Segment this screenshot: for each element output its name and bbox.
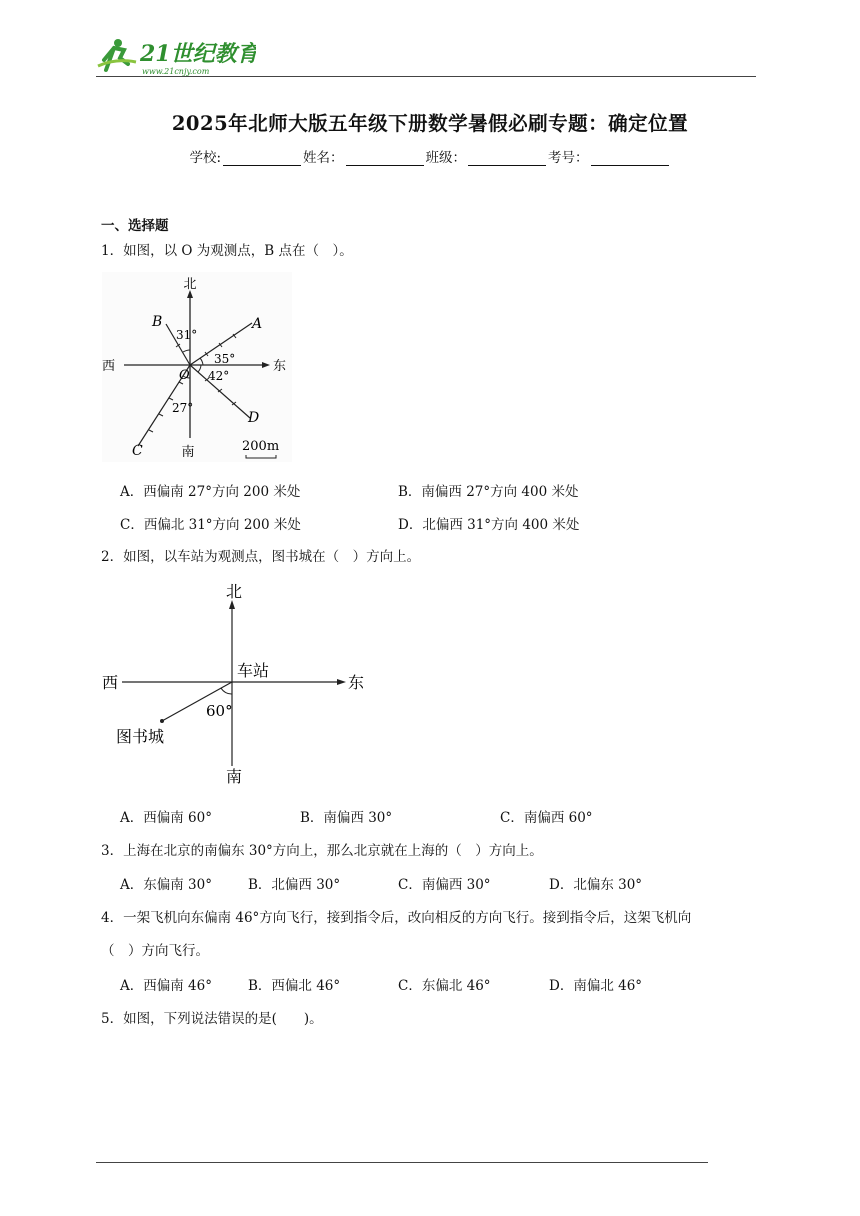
footer-divider: [96, 1162, 708, 1163]
point-c: C: [132, 443, 143, 459]
q4-option-b[interactable]: B．西偏北 46°: [248, 978, 341, 994]
point-a: A: [252, 316, 263, 332]
name-label: 姓名：: [303, 150, 344, 166]
q4-option-d[interactable]: D．南偏北 46°: [549, 978, 643, 994]
q4-option-a[interactable]: A．西偏南 46°: [120, 978, 212, 994]
angle-60: 60°: [206, 702, 233, 720]
question-5-stem: 5．如图，下列说法错误的是( )。: [101, 1011, 323, 1027]
class-blank[interactable]: [468, 151, 546, 166]
exam-no-blank[interactable]: [591, 151, 669, 166]
point-o: O: [179, 368, 190, 383]
class-label: 班级：: [425, 150, 467, 166]
east-label: 东: [273, 359, 287, 374]
west-label: 西: [102, 359, 116, 374]
logo-url: www.21cnjy.com: [142, 67, 210, 76]
east-label-2: 东: [348, 673, 365, 692]
question-3-stem: 3．上海在北京的南偏东 30°方向上，那么北京就在上海的（ ）方向上。: [101, 843, 543, 859]
q2-option-b[interactable]: B．南偏西 30°: [300, 810, 393, 826]
q2-option-c[interactable]: C．南偏西 60°: [500, 810, 593, 826]
west-label-2: 西: [102, 673, 119, 692]
exam-no-label: 考号：: [548, 150, 589, 166]
station-label: 车站: [237, 661, 270, 680]
q3-option-d[interactable]: D．北偏东 30°: [549, 877, 643, 893]
point-b: B: [152, 314, 163, 330]
compass-diagram-1: [102, 272, 292, 462]
question-2-figure: [100, 578, 380, 792]
angle-42: 42°: [208, 369, 230, 383]
name-blank[interactable]: [346, 151, 424, 166]
q1-option-a[interactable]: A．西偏南 27°方向 200 米处: [120, 484, 301, 500]
q1-option-d[interactable]: D．北偏西 31°方向 400 米处: [398, 517, 580, 533]
header-divider: [96, 76, 756, 77]
page-title: 2025年北师大版五年级下册数学暑假必刷专题：确定位置: [171, 112, 689, 135]
school-label: 学校:: [189, 150, 222, 166]
school-blank[interactable]: [223, 151, 301, 166]
q3-option-b[interactable]: B．北偏西 30°: [248, 877, 341, 893]
south-label-2: 南: [225, 767, 243, 786]
north-label: 北: [183, 277, 197, 292]
q1-option-b[interactable]: B．南偏西 27°方向 400 米处: [398, 484, 579, 500]
scale-label: 200m: [242, 439, 280, 454]
q3-option-c[interactable]: C．南偏西 30°: [398, 877, 491, 893]
q1-option-c[interactable]: C．西偏北 31°方向 200 米处: [120, 517, 301, 533]
question-2-stem: 2．如图，以车站为观测点，图书城在（ ）方向上。: [101, 549, 421, 565]
logo-text: 21世纪教育: [140, 41, 256, 67]
q3-option-a[interactable]: A．东偏南 30°: [120, 877, 212, 893]
logo: [96, 36, 256, 78]
section-heading: 一、选择题: [101, 218, 169, 234]
book-city-label: 图书城: [116, 727, 165, 746]
point-d: D: [248, 410, 260, 426]
q2-option-a[interactable]: A．西偏南 60°: [120, 810, 212, 826]
question-1-stem: 1．如图，以 O 为观测点，B 点在（ ）。: [101, 243, 353, 259]
compass-diagram-2: [100, 578, 380, 788]
question-4-stem-line2: （ ）方向飞行。: [101, 943, 209, 959]
question-4-stem-line1: 4．一架飞机向东偏南 46°方向飞行，接到指令后，改向相反的方向飞行。接到指令后，这架飞机向: [101, 910, 692, 926]
south-label: 南: [181, 445, 195, 460]
q4-option-c[interactable]: C．东偏北 46°: [398, 978, 491, 994]
student-info-line: [0, 146, 860, 166]
angle-27: 27°: [172, 401, 194, 415]
north-label-2: 北: [225, 582, 243, 601]
logo-graphic: [96, 36, 256, 78]
question-1-figure: [102, 272, 292, 466]
angle-31: 31°: [176, 328, 198, 342]
angle-35: 35°: [214, 352, 236, 366]
